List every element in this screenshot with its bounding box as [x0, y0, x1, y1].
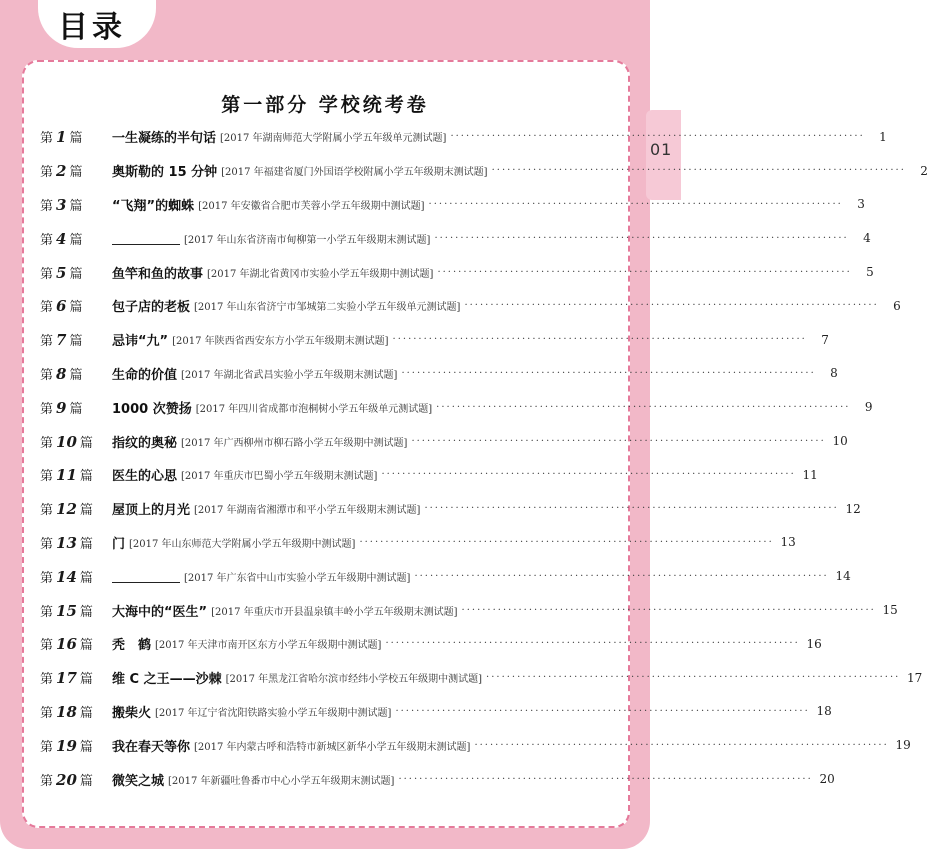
entry-page-number: 1 — [879, 129, 887, 144]
page-title: 目录 — [58, 10, 126, 45]
toc-entry[interactable] — [40, 424, 848, 458]
entry-page-number: 11 — [802, 467, 818, 482]
leader-dots: ················································································ — [437, 266, 852, 278]
entry-page-number: 16 — [806, 636, 822, 651]
toc-entry[interactable] — [40, 695, 832, 729]
entry-page-number: 20 — [819, 772, 835, 787]
entry-source: [2017 年山东师范大学附属小学五年级期中测试题] — [129, 538, 356, 550]
entry-number: 第 9 篇 — [40, 398, 83, 417]
entry-number: 第 10 篇 — [40, 432, 93, 451]
entry-title: 维 C 之王——沙棘 — [112, 672, 222, 688]
entry-number: 第 19 篇 — [40, 736, 93, 755]
entry-page-number: 17 — [907, 670, 923, 685]
section-title: 第一部分 学校统考卷 — [221, 94, 429, 116]
entry-title: 忌讳“九” — [112, 334, 169, 350]
leader-dots: ················································································ — [491, 165, 906, 177]
entry-page-number: 15 — [882, 603, 898, 618]
entry-number: 第 11 篇 — [40, 466, 93, 485]
toc-entry[interactable] — [40, 323, 829, 357]
leader-dots: ················································································ — [464, 300, 879, 312]
leader-dots: ················································································ — [359, 536, 774, 548]
entry-number: 第 3 篇 — [40, 195, 83, 214]
entry-title: 门 — [112, 536, 126, 552]
leader-dots: ················································································ — [395, 705, 810, 717]
entry-number: 第 2 篇 — [40, 162, 83, 181]
chapter-side-tab-label: 01 — [650, 140, 673, 159]
entry-title: 屋顶上的月光 — [112, 503, 191, 519]
entry-title: 奥斯勒的 15 分钟 — [112, 165, 218, 181]
entry-source: [2017 年四川省成都市泡桐树小学五年级单元测试题] — [195, 403, 433, 415]
entry-page-number: 10 — [832, 434, 848, 449]
entry-title: 包子店的老板 — [112, 300, 191, 316]
toc-entry[interactable] — [40, 661, 923, 695]
entry-title: 我在春天等你 — [112, 739, 191, 755]
entry-source: [2017 年湖北省武昌实验小学五年级期末测试题] — [181, 369, 398, 381]
entry-page-number: 18 — [816, 704, 832, 719]
entry-number: 第 7 篇 — [40, 331, 83, 350]
entry-page-number: 3 — [857, 197, 865, 212]
entry-number: 第 20 篇 — [40, 770, 93, 789]
toc-entry[interactable] — [40, 221, 871, 255]
entry-source: [2017 年山东省济宁市邹城第二实验小学五年级单元测试题] — [194, 302, 461, 314]
leader-dots: ················································································ — [411, 435, 826, 447]
entry-page-number: 5 — [866, 265, 874, 280]
entry-number: 第 4 篇 — [40, 229, 83, 248]
entry-title: 微笑之城 — [112, 773, 165, 789]
entry-title-blank — [112, 570, 180, 583]
entry-title: 鱼竿和鱼的故事 — [112, 266, 204, 282]
leader-dots: ················································································ — [424, 503, 839, 515]
table-of-contents — [40, 120, 928, 796]
entry-number: 第 16 篇 — [40, 635, 93, 654]
leader-dots: ················································································ — [486, 672, 901, 684]
toc-entry[interactable] — [40, 762, 835, 796]
entry-source: [2017 年天津市南开区东方小学五年级期中测试题] — [155, 640, 382, 652]
entry-number: 第 8 篇 — [40, 364, 83, 383]
entry-source: [2017 年重庆市开县温泉镇丰岭小学五年级期末测试题] — [211, 606, 458, 618]
entry-number: 第 12 篇 — [40, 500, 93, 519]
toc-entry[interactable] — [40, 526, 796, 560]
toc-entry[interactable] — [40, 390, 873, 424]
toc-entry[interactable] — [40, 728, 911, 762]
entry-source: [2017 年新疆吐鲁番市中心小学五年级期末测试题] — [168, 775, 395, 787]
leader-dots: ················································································ — [385, 638, 800, 650]
leader-dots: ················································································ — [436, 401, 851, 413]
leader-dots: ················································································ — [401, 367, 816, 379]
entry-page-number: 9 — [864, 400, 873, 415]
leader-dots: ················································································ — [414, 570, 829, 582]
entry-source: [2017 年重庆市巴蜀小学五年级期末测试题] — [181, 471, 378, 483]
entry-title: “飞翔”的蜘蛛 — [112, 198, 195, 214]
leader-dots: ················································································ — [461, 604, 876, 616]
entry-page-number: 4 — [863, 231, 871, 246]
entry-title: 搬柴火 — [112, 705, 152, 721]
entry-number: 第 18 篇 — [40, 702, 93, 721]
toc-entry[interactable] — [40, 255, 874, 289]
toc-entry[interactable] — [40, 188, 865, 222]
entry-source: [2017 年湖北省黄冈市实验小学五年级期中测试题] — [207, 268, 434, 280]
entry-number: 第 6 篇 — [40, 297, 83, 316]
leader-dots: ················································································ — [428, 198, 843, 210]
entry-source: [2017 年安徽省合肥市芙蓉小学五年级期中测试题] — [198, 200, 425, 212]
leader-dots: ················································································ — [398, 773, 813, 785]
entry-number: 第 5 篇 — [40, 263, 83, 282]
entry-source: [2017 年广西柳州市柳石路小学五年级期中测试题] — [181, 437, 408, 449]
entry-source: [2017 年辽宁省沈阳铁路实验小学五年级期中测试题] — [155, 707, 392, 719]
entry-page-number: 2 — [920, 163, 928, 178]
toc-entry[interactable] — [40, 458, 818, 492]
entry-number: 第 14 篇 — [40, 567, 93, 586]
leader-dots: ················································································ — [392, 334, 807, 346]
entry-title-blank — [112, 232, 180, 245]
entry-title: 秃 鹤 — [112, 638, 152, 654]
entry-title: 医生的心思 — [112, 469, 178, 485]
entry-number: 第 13 篇 — [40, 533, 93, 552]
leader-dots: ················································································ — [450, 131, 865, 143]
entry-page-number: 8 — [830, 366, 838, 381]
entry-source: [2017 年内蒙古呼和浩特市新城区新华小学五年级期末测试题] — [194, 741, 471, 753]
leader-dots: ················································································ — [381, 469, 796, 481]
entry-source: [2017 年黑龙江省哈尔滨市经纬小学校五年级期中测试题] — [225, 674, 483, 686]
entry-number: 第 15 篇 — [40, 601, 93, 620]
entry-source: [2017 年陕西省西安东方小学五年级期末测试题] — [172, 336, 389, 348]
toc-entry[interactable] — [40, 289, 901, 323]
entry-title: 生命的价值 — [112, 367, 178, 383]
entry-page-number: 12 — [845, 501, 861, 516]
entry-source: [2017 年湖南师范大学附属小学五年级单元测试题] — [220, 133, 447, 145]
toc-entry[interactable] — [40, 627, 822, 661]
entry-page-number: 7 — [821, 332, 829, 347]
entry-title: 大海中的“医生” — [112, 604, 208, 620]
entry-number: 第 1 篇 — [40, 128, 83, 147]
toc-entry[interactable] — [40, 492, 861, 526]
toc-entry[interactable] — [40, 357, 838, 391]
toc-entry[interactable] — [40, 120, 887, 154]
entry-page-number: 14 — [835, 569, 851, 584]
entry-title: 1000 次赞扬 — [112, 401, 192, 417]
entry-page-number: 13 — [780, 535, 796, 550]
leader-dots: ················································································ — [434, 232, 849, 244]
toc-entry[interactable] — [40, 593, 898, 627]
entry-source: [2017 年山东省济南市甸柳第一小学五年级期末测试题] — [184, 234, 431, 246]
leader-dots: ················································································ — [474, 739, 889, 751]
entry-number: 第 17 篇 — [40, 669, 93, 688]
entry-source: [2017 年湖南省湘潭市和平小学五年级期末测试题] — [194, 505, 421, 517]
entry-title: 一生凝练的半句话 — [112, 131, 217, 147]
entry-source: [2017 年广东省中山市实验小学五年级期中测试题] — [184, 572, 411, 584]
entry-title: 指纹的奥秘 — [112, 435, 178, 451]
toc-entry[interactable] — [40, 559, 851, 593]
toc-entry[interactable] — [40, 154, 928, 188]
entry-page-number: 6 — [893, 298, 901, 313]
entry-source: [2017 年福建省厦门外国语学校附属小学五年级期末测试题] — [221, 167, 488, 179]
entry-page-number: 19 — [895, 738, 911, 753]
